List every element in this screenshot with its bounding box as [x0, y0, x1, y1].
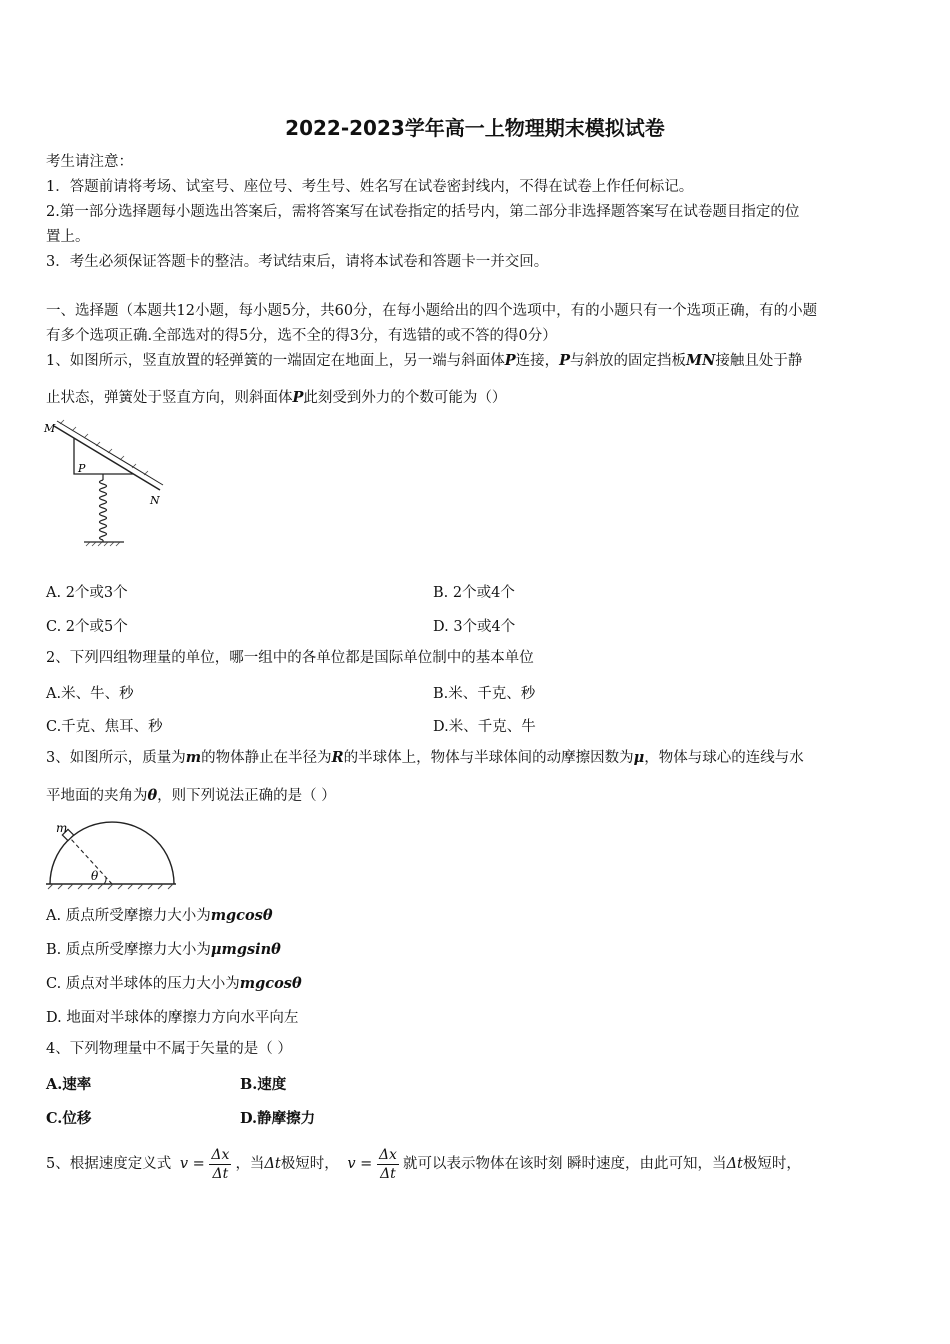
q1-option-d[interactable]: D. 3个或4个 — [433, 619, 516, 635]
q5-formula-1: v = $\frac{\Delta x}{\Delta t}$ — [179, 1146, 230, 1182]
q4-option-d[interactable]: D.静摩擦力 — [240, 1110, 316, 1127]
q1-label-p: P — [78, 462, 86, 475]
notice-item-2: 2.第一部分选择题每小题选出答案后，需将答案写在试卷指定的括号内，第二部分非选择题答案写在试卷题目指定的位 — [46, 204, 800, 220]
q2-option-d[interactable]: D.米、千克、牛 — [433, 719, 536, 735]
q3-stem-line1: 3、如图所示，质量为m的物体静止在半径为R的半球体上，物体与半球体间的动摩擦因数为μ，物体与球心的连线与水 — [46, 749, 804, 766]
q1-label-n: N — [150, 494, 160, 507]
notice-item-2-cont: 置上。 — [46, 229, 90, 245]
q5-formula-2: v = $\frac{\Delta x}{\Delta t}$ — [347, 1146, 397, 1182]
q4-option-b[interactable]: B.速度 — [240, 1076, 287, 1093]
q2-option-a[interactable]: A.米、牛、秒 — [46, 686, 134, 702]
q3-option-b[interactable]: B. 质点所受摩擦力大小为μmgsinθ — [46, 941, 281, 958]
q3-option-a[interactable]: A. 质点所受摩擦力大小为mgcosθ — [46, 907, 273, 924]
page-title: 2022-2023学年高一上物理期末模拟试卷 — [285, 116, 665, 140]
q1-option-a[interactable]: A. 2个或3个 — [46, 585, 128, 601]
section1-line2: 有多个选项正确.全部选对的得5分，选不全的得3分，有选错的或不答的得0分） — [46, 328, 557, 344]
q3-label-m: m — [56, 821, 68, 835]
q3-label-theta: θ — [91, 869, 99, 883]
notice-heading: 考生请注意： — [46, 154, 133, 170]
q4-option-c[interactable]: C.位移 — [46, 1110, 92, 1127]
q5-stem: 5、根据速度定义式 v = $\frac{\Delta x}{\Delta t}$ ，当Δt极短时， v = $\frac{\Delta x}{\Delta t}$ 就可以表示物体在该时刻 瞬时速度，由此可知，当Δt极短时， — [46, 1142, 908, 1186]
q4-stem: 4、下列物理量中不属于矢量的是（ ） — [46, 1041, 292, 1057]
q3-stem-line2: 平地面的夹角为θ，则下列说法正确的是（ ） — [46, 787, 336, 804]
q1-label-m: M — [44, 422, 56, 435]
q1-option-c[interactable]: C. 2个或5个 — [46, 619, 128, 635]
notice-item-3: 3．考生必须保证答题卡的整洁。考试结束后，请将本试卷和答题卡一并交回。 — [46, 254, 549, 270]
q1-stem-line1: 1、如图所示，竖直放置的轻弹簧的一端固定在地面上，另一端与斜面体P连接，P与斜放的固定挡板MN接触且处于静 — [46, 352, 803, 369]
q3-hemisphere-figure — [42, 814, 182, 890]
q1-spring-incline-figure — [40, 418, 170, 548]
q4-option-a[interactable]: A.速率 — [46, 1076, 92, 1093]
section1-line1: 一、选择题（本题共12小题，每小题5分，共60分，在每小题给出的四个选项中，有的小题只有一个选项正确，有的小题 — [46, 303, 818, 319]
q1-stem-line2: 止状态，弹簧处于竖直方向，则斜面体P此刻受到外力的个数可能为（） — [46, 389, 507, 406]
notice-item-1: 1．答题前请将考场、试室号、座位号、考生号、姓名写在试卷密封线内，不得在试卷上作任何标记。 — [46, 179, 694, 195]
q3-option-c[interactable]: C. 质点对半球体的压力大小为mgcosθ — [46, 975, 302, 992]
q2-option-b[interactable]: B.米、千克、秒 — [433, 686, 536, 702]
q2-option-c[interactable]: C.千克、焦耳、秒 — [46, 719, 163, 735]
q1-option-b[interactable]: B. 2个或4个 — [433, 585, 515, 601]
q3-option-d[interactable]: D. 地面对半球体的摩擦力方向水平向左 — [46, 1010, 299, 1026]
q2-stem: 2、下列四组物理量的单位，哪一组中的各单位都是国际单位制中的基本单位 — [46, 650, 534, 666]
